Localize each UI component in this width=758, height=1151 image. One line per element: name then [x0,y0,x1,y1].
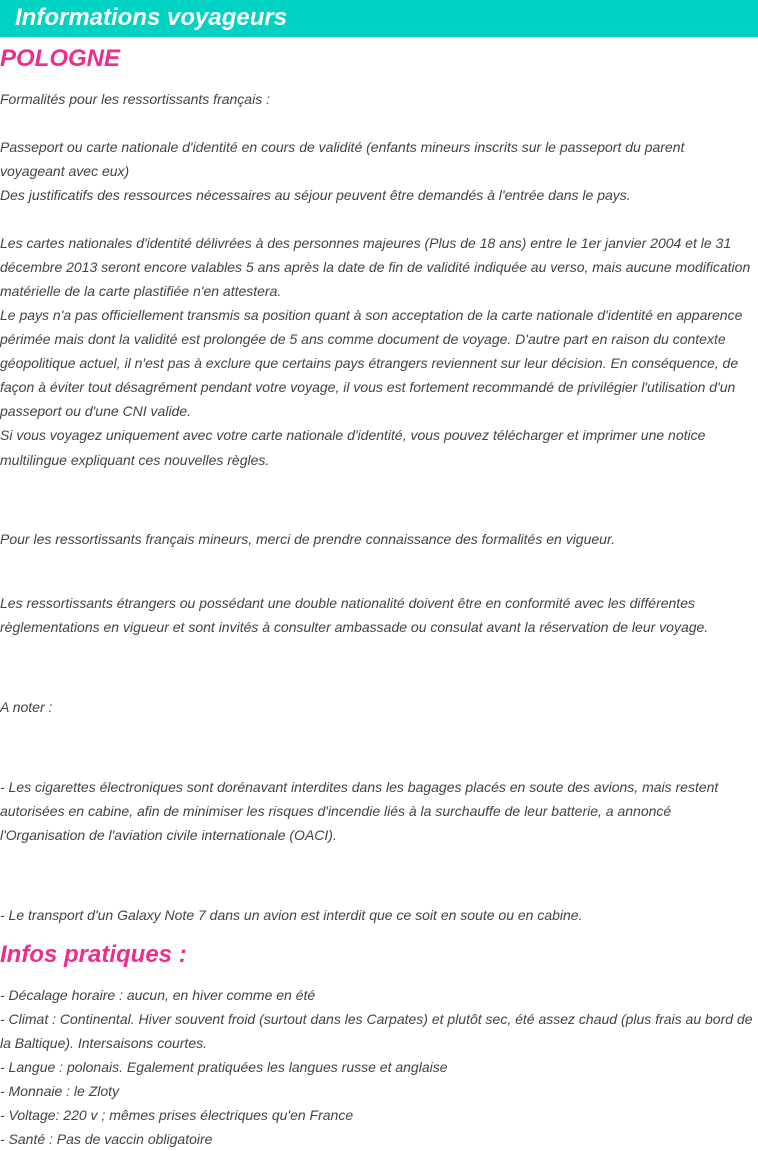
formalities-line: Des justificatifs des ressources nécessaires au séjour peuvent être demandés à l'entrée dans le pays. [0,187,631,203]
practical-line: - Décalage horaire : aucun, en hiver comme en été [0,987,316,1003]
formalities-line: autorisées en cabine, afin de minimiser les risques d'incendie liés à la surchauffe de leur batterie, a annoncé [0,803,672,819]
formalities-line: multilingue expliquant ces nouvelles règles. [0,452,270,468]
formalities-line: l'Organisation de l'aviation civile internationale (OACI). [0,827,337,843]
formalities-line: A noter : [0,699,53,715]
formalities-line: Formalités pour les ressortissants français : [0,91,270,107]
practical-line: - Langue : polonais. Egalement pratiquées les langues russe et anglaise [0,1059,448,1075]
practical-info-title: Infos pratiques : [0,941,187,968]
formalities-line: Si vous voyagez uniquement avec votre carte nationale d'identité, vous pouvez télécharger et imprimer une notice [0,427,706,443]
formalities-line: - Le transport d'un Galaxy Note 7 dans un avion est interdit que ce soit en soute ou en cabine. [0,907,583,923]
formalities-line: décembre 2013 seront encore valables 5 ans après la date de fin de validité indiquée au verso, mais aucune modification [0,259,751,275]
formalities-line: Les cartes nationales d'identité délivrées à des personnes majeures (Plus de 18 ans) entre le 1er janvier 2004 et le 31 [0,235,732,251]
header-bar [0,0,758,37]
practical-line: - Santé : Pas de vaccin obligatoire [0,1131,213,1147]
country-title: POLOGNE [0,45,121,72]
formalities-line: Les ressortissants étrangers ou possédant une double nationalité doivent être en conformité avec les différentes [0,595,695,611]
formalities-line: passeport ou d'une CNI valide. [0,403,192,419]
formalities-line: Pour les ressortissants français mineurs, merci de prendre connaissance des formalités en vigueur. [0,531,615,547]
formalities-line: voyageant avec eux) [0,163,130,179]
practical-line: - Climat : Continental. Hiver souvent froid (surtout dans les Carpates) et plutôt sec, été assez chaud (plus frais au bord de [0,1011,753,1027]
formalities-line: règlementations en vigueur et sont invités à consulter ambassade ou consulat avant la réservation de leur voyage. [0,619,709,635]
formalities-line: géopolitique actuel, il n'est pas à exclure que certains pays étrangers reviennent sur leur décision. En conséquence, de [0,355,739,371]
practical-line: - Monnaie : le Zloty [0,1083,120,1099]
formalities-line: Passeport ou carte nationale d'identité en cours de validité (enfants mineurs inscrits sur le passeport du parent [0,139,685,155]
formalities-line: - Les cigarettes électroniques sont dorénavant interdites dans les bagages placés en soute des avions, mais restent [0,779,719,795]
practical-line: - Voltage: 220 v ; mêmes prises électriques qu'en France [0,1107,354,1123]
formalities-line: matérielle de la carte plastifiée n'en attestera. [0,283,282,299]
formalities-line: périmée mais dont la validité est prolongée de 5 ans comme document de voyage. D'autre part en raison du contexte [0,331,726,347]
formalities-line: façon à éviter tout désagrément pendant votre voyage, il vous est fortement recommandé de privilégier l'utilisation d'un [0,379,736,395]
page-title: Informations voyageurs [15,4,288,31]
formalities-line: Le pays n'a pas officiellement transmis sa position quant à son acceptation de la carte nationale d'identité en apparence [0,307,743,323]
practical-line: la Baltique). Intersaisons courtes. [0,1035,207,1051]
